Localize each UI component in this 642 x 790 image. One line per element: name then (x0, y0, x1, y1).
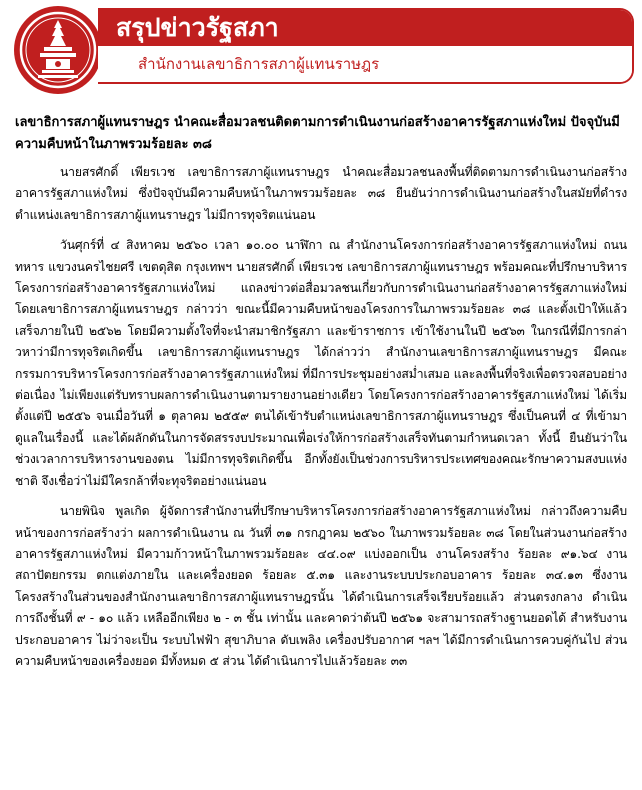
header-subtitle: สำนักงานเลขาธิการสภาผู้แทนราษฎร (98, 46, 632, 82)
header-title: สรุปข่าวรัฐสภา (98, 10, 632, 46)
article-paragraph: นายสรศักดิ์ เพียรเวช เลขาธิการสภาผู้แทนราษฎร นำคณะสื่อมวลชนลงพื้นที่ติดตามการดำเนินงานก่อสร้างอาคารรัฐสภาแห่งใหม่ ซึ่งปัจจุบันมีความคืบหน้าในภาพรวมร้อยละ ๓๘ ยืนยันว่าการดำเนินงานก่อสร้างในสมัยที่ดำรงตำแหน่งเลขาธิการสภาผู้แทนราษฎร ไม่มีการทุจริตแน่นอน (15, 165, 627, 222)
page-header (0, 0, 642, 100)
header-banner (98, 8, 634, 84)
article (15, 112, 627, 681)
parliament-emblem-icon (12, 4, 104, 96)
article-paragraph: วันศุกร์ที่ ๔ สิงหาคม ๒๕๖๐ เวลา ๑๐.๐๐ นาฬิกา ณ สำนักงานโครงการก่อสร้างอาคารรัฐสภาแห่งใหม่ ถนนทหาร แขวงนครไชยศรี เขตดุสิต กรุงเทพฯ นายสรศักดิ์ เพียรเวช เลขาธิการสภาผู้แทนราษฎร พร้อมคณะที่ปรึกษาบริหารโครงการก่อสร้างอาคารรัฐสภาแห่งใหม่ แถลงข่าวต่อสื่อมวลชนเกี่ยวกับการดำเนินงานก่อสร้างอาคารรัฐสภาแห่งใหม่ โดยเลขาธิการสภาผู้แทนราษฎร กล่าวว่า ขณะนี้มีความคืบหน้าของโครงการในภาพรวมร้อยละ ๓๘ และตั้งเป้าให้แล้วเสร็จภายในปี ๒๕๖๒ โดยมีความตั้งใจที่จะนำสมาชิกรัฐสภา และข้าราชการ เข้าใช้งานในปี ๒๕๖๓ ในกรณีที่มีการกล่าวหาว่ามีการทุจริตเกิดขึ้น เลขาธิการสภาผู้แทนราษฎร ได้กล่าวว่า สำนักงานเลขาธิการสภาผู้แทนราษฎร มีคณะกรรมการบริหารโครงการก่อสร้างอาคารรัฐสภาแห่งใหม่ ที่มีการประชุมอย่างสม่ำเสมอ และลงพื้นที่จริงเพื่อตรวจสอบอย่างต่อเนื่อง ไม่เพียงแต่รับทราบผลการดำเนินงานตามรายงานอย่างเดียว โดยโครงการก่อสร้างอาคารรัฐสภาแห่งใหม่ ได้เริ่มตั้งแต่ปี ๒๕๕๖ จนเมื่อวันที่ ๑ ตุลาคม ๒๕๕๙ ตนได้เข้ารับตำแหน่งเลขาธิการสภาผู้แทนราษฎร ซึ่งเป็นคนที่ ๔ ที่เข้ามาดูแลในเรื่องนี้ และได้ผลักดันในการจัดสรรงบประมาณเพื่อเร่งให้การก่อสร้างเสร็จทันตามกำหนดเวลา ทั้งนี้ ยืนยันว่าในช่วงเวลาการบริหารงานของตน ไม่มีการทุจริตเกิดขึ้น อีกทั้งยังเป็นช่วงการบริหารประเทศของคณะรักษาความสงบแห่งชาติ จึงเชื่อว่าไม่มีใครกล้าที่จะทุจริตอย่างแน่นอน (15, 238, 627, 488)
article-headline: เลขาธิการสภาผู้แทนราษฎร นำคณะสื่อมวลชนติดตามการดำเนินงานก่อสร้างอาคารรัฐสภาแห่งใหม่ ปัจจุบันมีความคืบหน้าในภาพรวมร้อยละ ๓๘ (15, 115, 620, 152)
article-paragraph: นายพินิจ พูลเกิด ผู้จัดการสำนักงานที่ปรึกษาบริหารโครงการก่อสร้างอาคารรัฐสภาแห่งใหม่ กล่าวถึงความคืบหน้าของการก่อสร้างว่า ผลการดำเนินงาน ณ วันที่ ๓๑ กรกฎาคม ๒๕๖๐ ในภาพรวมร้อยละ ๓๘ โดยในส่วนงานก่อสร้างอาคารรัฐสภาแห่งใหม่ มีความก้าวหน้าในภาพรวมร้อยละ ๔๔.๐๙ แบ่งออกเป็น งานโครงสร้าง ร้อยละ ๙๑.๖๔ งานสถาปัตยกรรม ตกแต่งภายใน และเครื่องยอด ร้อยละ ๕.๓๑ และงานระบบประกอบอาคาร ร้อยละ ๓๔.๑๓ ซึ่งงานโครงสร้างในส่วนของสำนักงานเลขาธิการสภาผู้แทนราษฎรนั้น ได้ดำเนินการเสร็จเรียบร้อยแล้ว ส่วนตรงกลาง ดำเนินการถึงชั้นที่ ๙ - ๑๐ แล้ว เหลืออีกเพียง ๒ - ๓ ชั้น เท่านั้น และคาดว่าต้นปี ๒๕๖๑ จะสามารถสร้างฐานยอดได้ สำหรับงานประกอบอาคาร ไม่ว่าจะเป็น ระบบไฟฟ้า สุขาภิบาล ดับเพลิง เครื่องปรับอากาศ ฯลฯ ได้มีการดำเนินการควบคู่กันไป ส่วนความคืบหน้าของเครื่องยอด มีทั้งหมด ๕ ส่วน ได้ดำเนินการไปแล้วร้อยละ ๓๓ (15, 504, 627, 668)
